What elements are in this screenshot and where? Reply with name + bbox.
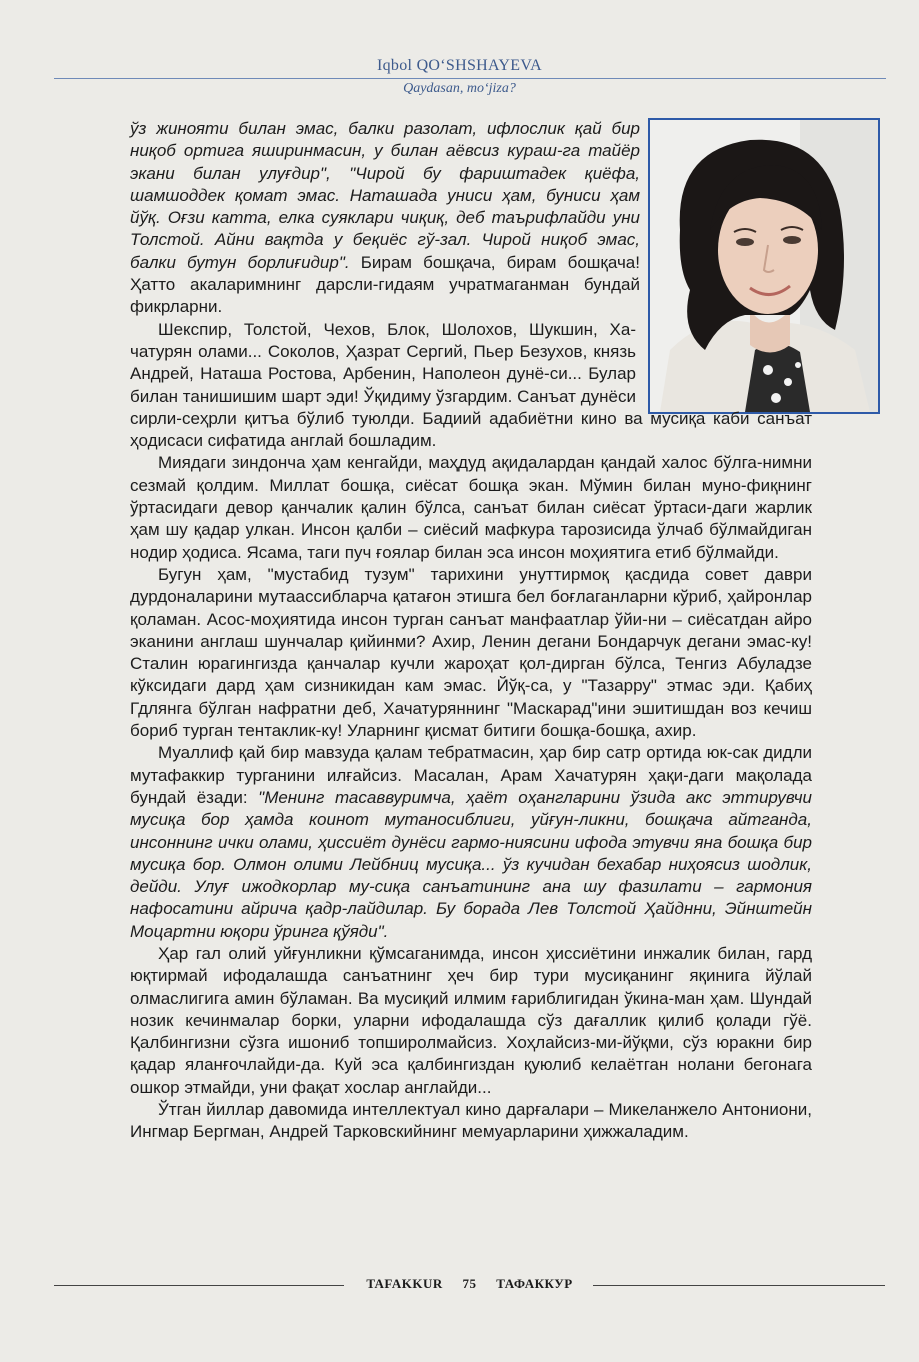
paragraph-5 <box>130 742 812 943</box>
paragraph-1-quote: ўз жинояти билан эмас, балки разолат, ифлослик қай бир ниқоб ортига яширинмасин, у билан аёвсиз кураш-га тайёр экани билан улуғдир", "Чирой бу фариштадек қиёфа, шамшоддек қомат эмас. Наташада униси ҳам, буниси ҳам йўқ. Оғзи катта, елка суяклари чиқиқ, деб таърифлайди уни Толстой. Айни вақтда у беқиёс гў-зал. Чирой ниқоб эмас, балки бутун борлиғидир". <box>130 119 640 272</box>
page-number: 75 <box>462 1276 477 1291</box>
paragraph-6: Ҳар гал олий уйғунликни қўмсаганимда, инсон ҳиссиётини инжалик билан, гард юқтирмай ифодалашда санъатнинг ҳеч бир тури мусиқанинг яқинига йўлай олмаслигига амин бўламан. Ва мусиқий илмим ғариблигидан ўкина-ман ҳам. Шундай нозик кечинмалар борки, уларни ифодалашда сўз дағаллик қилиб қолади гўё. Қалбингизни сўзга ишониб топширолмайсиз. Хоҳлайсиз-ми-йўқми, сўз юракни бир қадар яланғочлайди-да. Куй эса қалбингиздан қуюлиб келаётган нолани бегонага ошкор этмайди, уни фақат хослар англайди... <box>130 943 812 1097</box>
paragraph-7: Ўтган йиллар давомида интеллектуал кино дарғалари – Микеланжело Антониони, Ингмар Бергман, Андрей Тарковскийнинг мемуарларини ҳижжаладим. <box>130 1100 812 1142</box>
footer-magazine-cyrillic: ТАФАККУР <box>496 1276 573 1291</box>
paragraph-4: Бугун ҳам, "мустабид тузум" тарихини унуттирмоқ қасдида совет даври дурдоналарини мутаассибларча қатағон этишга бел боғлаганларни кўриб, ҳайронлар қоламан. Асос-моҳиятида инсон турган санъат манфаатлар ўйи-ни – сиёсатдан айро эканини англаш шунчалар қийинми? Ахир, Ленин дегани Бондарчук дегани эмас-ку! Сталин юрагингизда қанчалар кучли жароҳат қол-дирган бўлса, Тенгиз Абуладзе кўксидаги дард ҳам сизникидан кам эмас. Йўқ-са, у "Тазарру" этмас эди. Қабиҳ Гдлянга бўлган нафратни деб, Хачатуряннинг "Маскарад"ини эшитишдан воз кечиш бориб турган тентаклик-ку! Уларнинг қисмат битиги бошқа-бошқа, ахир. <box>130 564 812 741</box>
author-name: Iqbol QO‘SHSHAYEVA <box>377 57 542 74</box>
paragraph-5-text: Муаллиф қай бир мавзуда қалам тебратмасин, ҳар бир сатр ортида юк-сак дидли мутафаккир турганини илғайсиз. Масалан, Арам Хачатурян ҳақи-даги мақолада бундай ёзади: <box>130 743 812 807</box>
paragraph-1-text: Бирам бошқача, бирам бошқача! Ҳатто акаларимнинг дарсли-гидаям учратмаганман бундай фикрларни. <box>130 252 640 317</box>
paragraph-1 <box>130 118 640 319</box>
paragraph-3: Миядаги зиндонча ҳам кенгайди, маҳдуд ақидалардан қандай халос бўлга-нимни сезмай қолдим. Миллат бошқа, сиёсат бошқа экан. Мўмин билан муно-фиқнинг ўртасидаги девор қанчалик қалин бўлса, санъат билан сиёсат ўртаси-даги жарлик ҳам шу қадар улкан. Инсон қалби – сиёсий мафкура тарозисида ўлчаб бўлмайдиган нодир ҳодиса. Ясама, таги пуч ғоялар билан эса инсон моҳиятига етиб бўлмайди. <box>130 453 812 562</box>
article-body <box>130 118 812 1144</box>
page-footer <box>54 1276 885 1296</box>
footer-magazine-latin: TAFAKKUR <box>366 1276 443 1291</box>
paragraph-5-quote: "Менинг тасаввуримча, ҳаёт оҳангларини ўзида акс эттирувчи мусиқа бор ҳамда коинот мутаносиблиги, уйғун-ликни, бошқача айтганда, инсоннинг ички олами, ҳиссиёт дунёси гармо-ниясини ифода этувчи яна бошқа бир мусиқа бор. Олмон олими Лейбниц мусиқа... ўз кучидан бехабар ниҳоясиз шодлик, дейди. Улуғ ижодкорлар му-сиқа санъатининг ана шу фазилати – гармония нафосатини айрича қадр-лайдилар. Бу борада Лев Толстой Ҳайднни, Эйнштейн Моцартни юқори ўринга қўяди". <box>130 787 812 941</box>
paragraph-2 <box>130 319 812 453</box>
footer-rule-right <box>593 1285 885 1286</box>
header-rule <box>54 78 886 79</box>
article-subtitle: Qaydasan, mo‘jiza? <box>403 81 516 96</box>
text-beside-photo <box>130 118 640 319</box>
paragraph-2-text: Шекспир, Толстой, Чехов, Блок, Шолохов, Шукшин, Ха-чатурян олами... Соколов, Ҳазрат Сергий, Пьер Безухов, князь Андрей, Наташа Ростова, Арбенин, Наполеон дунё-си... Булар билан танишишим шарт эди! Ўқидиму ўзгардим. Санъат дунёси сирли-сеҳрли қитъа бўлиб туюлди. Бадиий адабиётни кино ва мусиқа каби санъат ҳодисаси сифатида англай бошладим. <box>130 319 812 451</box>
footer-label <box>54 1276 885 1292</box>
